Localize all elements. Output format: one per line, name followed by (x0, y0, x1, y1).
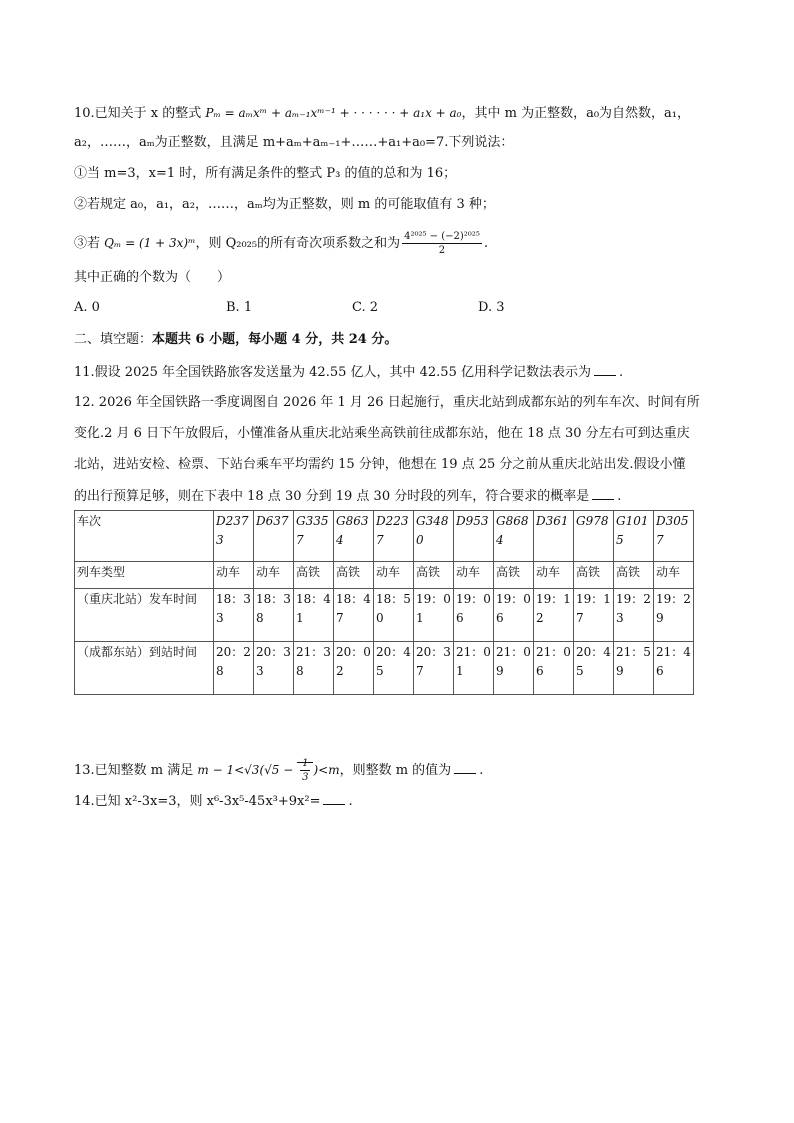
arrive-time: 20：37 (414, 642, 454, 695)
train-code: G3480 (414, 511, 454, 562)
train-type: 高铁 (414, 562, 454, 589)
depart-time: 19：12 (534, 589, 574, 642)
arrive-time: 21：06 (534, 642, 574, 695)
option-d: D. 3 (478, 300, 505, 315)
q14: 14.已知 x²-3x=3，则 x⁶-3x⁵-45x³+9x²= . (74, 791, 734, 812)
sqrt-fraction: $\frac{1}{3}$ (297, 762, 313, 777)
answer-blank (454, 760, 476, 774)
option-b: B. 1 (226, 300, 253, 315)
train-code: D953 (454, 511, 494, 562)
table-row-train-code (75, 511, 694, 562)
train-code: D637 (254, 511, 294, 562)
train-type: 动车 (374, 562, 414, 589)
q10-line2: a₂，……，aₘ为正整数，且满足 m+aₘ+aₘ₋₁+……+a₁+a₀=7.下列说法： (74, 135, 514, 150)
depart-time: 19：17 (574, 589, 614, 642)
q10-intro: 10.已知关于 x 的整式 (74, 106, 206, 121)
answer-blank (592, 486, 614, 500)
arrive-time: 21：38 (294, 642, 334, 695)
train-type: 高铁 (294, 562, 334, 589)
train-code: D2237 (374, 511, 414, 562)
train-type: 高铁 (614, 562, 654, 589)
table-row-arrive (75, 642, 694, 695)
train-code: G3357 (294, 511, 334, 562)
q13: 13.已知整数 m 满足 m − 1<√3(√5 − $\frac{1}{3}$ )<m，则整数 m 的值为 . (74, 758, 484, 783)
depart-time: 18：47 (334, 589, 374, 642)
train-type: 动车 (454, 562, 494, 589)
arrive-time: 20：28 (214, 642, 254, 695)
train-type: 高铁 (334, 562, 374, 589)
q10-q-formula: Qₘ = (1 + 3x)ᵐ (104, 236, 196, 250)
q10-statement-3: ③若 Qₘ = (1 + 3x)ᵐ，则 Q₂₀₂₅的所有奇次项系数之和为 $\frac{\text{4²⁰²⁵ − (−2)²⁰²⁵}}{2}$ . (74, 231, 488, 256)
header-depart: （重庆北站）发车时间 (75, 589, 214, 642)
answer-blank (594, 362, 616, 376)
table-row-type (75, 562, 694, 589)
q10-line1 (74, 103, 734, 124)
q12-line3: 北站，进站安检、检票、下站台乘车平均需约 15 分钟，他想在 19 点 25 分之前从重庆北站出发.假设小懂 (74, 457, 686, 472)
train-code: G8684 (494, 511, 534, 562)
arrive-time: 21：59 (614, 642, 654, 695)
arrive-time: 20：45 (574, 642, 614, 695)
q13-inequality: m − 1<√3(√5 − $\frac{1}{3}$ )<m (197, 758, 340, 783)
answer-blank (323, 791, 345, 805)
q10-statement-1: ①当 m=3，x=1 时，所有满足条件的整式 P₃ 的值的总和为 16； (74, 166, 457, 181)
arrive-time: 21：09 (494, 642, 534, 695)
depart-time: 19：23 (614, 589, 654, 642)
train-code: G1015 (614, 511, 654, 562)
depart-time: 19：06 (454, 589, 494, 642)
train-code: G978 (574, 511, 614, 562)
q12-line4: 的出行预算足够，则在下表中 18 点 30 分到 19 点 30 分时段的列车，符合要求的概率是 . (74, 486, 734, 507)
train-type: 动车 (254, 562, 294, 589)
header-train: 车次 (75, 511, 214, 562)
q10-fraction: $\frac{\text{4²⁰²⁵ − (−2)²⁰²⁵}}{2}$ (404, 231, 480, 256)
q10-statement-2: ②若规定 a₀，a₁，a₂，……，aₘ均为正整数，则 m 的可能取值有 3 种； (74, 197, 495, 212)
section-heading: 二、填空题：本题共 6 小题，每小题 4 分，共 24 分。 (74, 332, 398, 347)
train-schedule-table (74, 510, 694, 695)
depart-time: 18：41 (294, 589, 334, 642)
arrive-time: 20：45 (374, 642, 414, 695)
arrive-time: 20：02 (334, 642, 374, 695)
q10-conditions: ，其中 m 为正整数，a₀为自然数，a₁， (461, 106, 691, 121)
arrive-time: 21：01 (454, 642, 494, 695)
train-type: 动车 (534, 562, 574, 589)
depart-time: 18：50 (374, 589, 414, 642)
q10-polynomial: Pₘ = aₘxᵐ + aₘ₋₁xᵐ⁻¹ + · · · · · · + a₁x + a₀ (205, 106, 462, 120)
depart-time: 19：29 (654, 589, 694, 642)
depart-time: 19：01 (414, 589, 454, 642)
q11: 11.假设 2025 年全国铁路旅客发送量为 42.55 亿人，其中 42.55 亿用科学记数法表示为 . (74, 362, 734, 383)
train-type: 动车 (214, 562, 254, 589)
q10-question: 其中正确的个数为（ ） (74, 270, 231, 285)
depart-time: 18：38 (254, 589, 294, 642)
train-code: D3057 (654, 511, 694, 562)
train-code: G8634 (334, 511, 374, 562)
arrive-time: 20：33 (254, 642, 294, 695)
q12-line1: 12. 2026 年全国铁路一季度调图自 2026 年 1 月 26 日起施行，重庆北站到成都东站的列车车次、时间有所 (74, 395, 700, 410)
train-code: D2373 (214, 511, 254, 562)
train-type: 高铁 (574, 562, 614, 589)
q12-line2: 变化.2 月 6 日下午放假后，小懂准备从重庆北站乘坐高铁前往成都东站，他在 18 点 30 分左右可到达重庆 (74, 426, 690, 441)
header-type: 列车类型 (75, 562, 214, 589)
option-a: A. 0 (74, 300, 100, 315)
header-arrive: （成都东站）到站时间 (75, 642, 214, 695)
arrive-time: 21：46 (654, 642, 694, 695)
depart-time: 18：33 (214, 589, 254, 642)
depart-time: 19：06 (494, 589, 534, 642)
train-type: 高铁 (494, 562, 534, 589)
train-code: D361 (534, 511, 574, 562)
option-c: C. 2 (352, 300, 379, 315)
table-row-depart (75, 589, 694, 642)
train-type: 动车 (654, 562, 694, 589)
